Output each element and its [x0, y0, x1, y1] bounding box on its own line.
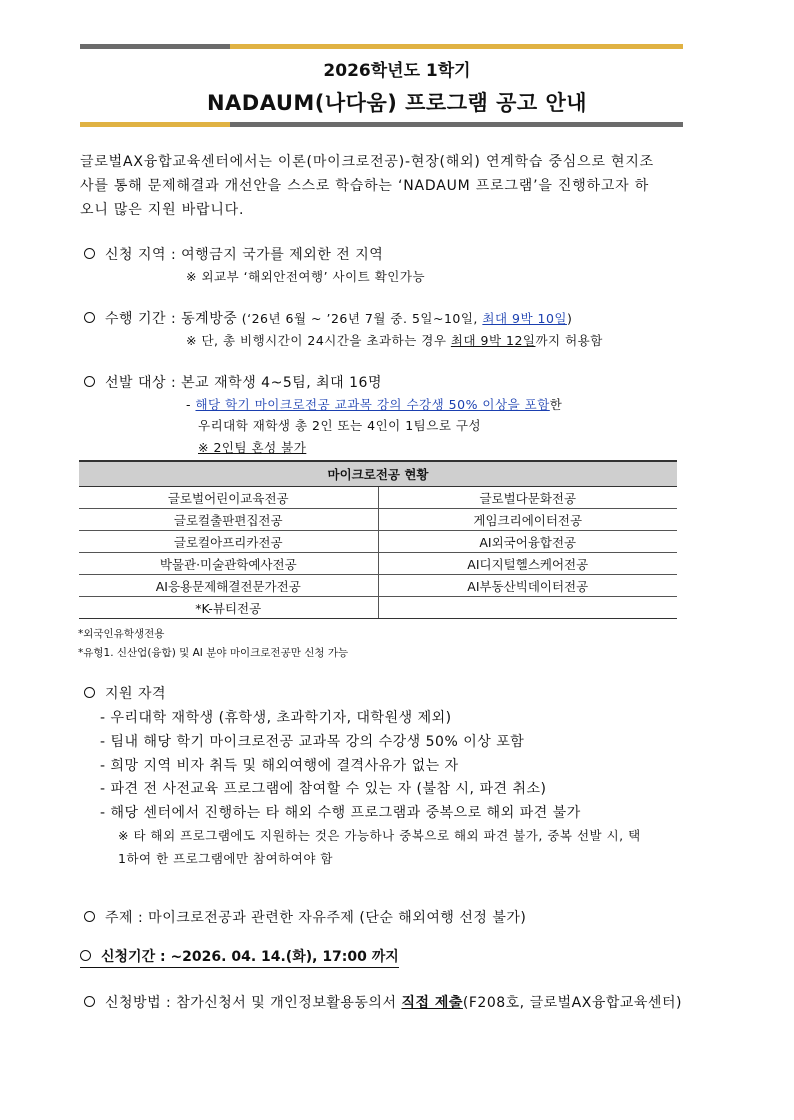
table-cell: 박물관·미술관학예사전공 [79, 553, 378, 575]
eligibility-line: - 파견 전 사전교육 프로그램에 참여할 수 있는 자 (불참 시, 파견 취소) [100, 781, 547, 797]
topic-item [84, 907, 526, 927]
period-note-tail: 까지 허용함 [535, 333, 603, 348]
eligibility-line: - 우리대학 재학생 (휴학생, 초과학기자, 대학원생 제외) [100, 710, 452, 726]
table-row [79, 531, 677, 553]
eligibility-note: 1하여 한 프로그램에만 참여하여야 함 [118, 851, 333, 866]
header-bar-gray-bottom [230, 122, 683, 127]
table-cell [378, 597, 677, 619]
table-row [79, 597, 677, 619]
circle-bullet-icon [80, 950, 91, 961]
target-dash: - [186, 397, 196, 412]
period-note [186, 331, 603, 349]
intro-line: 사를 통해 문제해결과 개선안을 스스로 학습하는 ‘NADAUM 프로그램’을 진행하고자 하 [80, 178, 650, 194]
period-detail: (‘26년 6월 ~ ’26년 7월 중. 5일~10일, [237, 311, 483, 326]
eligibility-item [84, 683, 166, 703]
region-label: 신청 지역 : 여행금지 국가를 제외한 전 지역 [105, 247, 384, 263]
table-cell: 글로컬아프리카전공 [79, 531, 378, 553]
circle-bullet-icon [84, 687, 95, 698]
eligibility-line: - 희망 지역 비자 취득 및 해외여행에 결격사유가 없는 자 [100, 758, 459, 774]
method-location: (F208호, 글로벌AX융합교육센터) [462, 995, 682, 1011]
period-max-link[interactable]: 최대 9박 10일 [482, 311, 567, 326]
eligibility-title: 지원 자격 [105, 686, 167, 702]
target-label: 선발 대상 : 본교 재학생 4~5팀, 최대 16명 [105, 375, 382, 391]
deadline-item [80, 946, 399, 968]
microdegree-table [79, 460, 677, 619]
table-cell: AI부동산빅데이터전공 [378, 575, 677, 597]
eligibility-line: - 팀내 해당 학기 마이크로전공 교과목 강의 수강생 50% 이상 포함 [100, 734, 525, 750]
circle-bullet-icon [84, 376, 95, 387]
circle-bullet-icon [84, 911, 95, 922]
page-title: NADAUM(나다움) 프로그램 공고 안내 [206, 91, 588, 115]
header-bar-gold-bottom [80, 122, 230, 127]
target-sub3: ※ 2인팀 혼성 불가 [198, 440, 307, 455]
method-label: 신청방법 : 참가신청서 및 개인정보활용동의서 [105, 995, 402, 1011]
table-cell: *K-뷰티전공 [79, 597, 378, 619]
target-sub1 [186, 395, 562, 413]
intro-line: 오니 많은 지원 바랍니다. [80, 202, 245, 218]
eligibility-line: - 해당 센터에서 진행하는 타 해외 수행 프로그램과 중복으로 해외 파견 불가 [100, 805, 581, 821]
period-item [84, 308, 572, 328]
topic-label: 주제 : 마이크로전공과 관련한 자유주제 (단순 해외여행 선정 불가) [105, 910, 527, 926]
table-cell: 게임크리에이터전공 [378, 509, 677, 531]
method-submit: 직접 제출 [401, 995, 463, 1011]
target-sub1-tail: 한 [549, 397, 563, 412]
table-row [79, 575, 677, 597]
table-row [79, 509, 677, 531]
footnote: *외국인유학생전용 [78, 628, 165, 640]
period-label: 수행 기간 : 동계방중 [105, 311, 238, 327]
intro-line: 글로벌AX융합교육센터에서는 이론(마이크로전공)-현장(해외) 연계학습 중심으로 현지조 [80, 154, 655, 170]
table-cell: 글로벌다문화전공 [378, 487, 677, 509]
eligibility-note: ※ 타 해외 프로그램에도 지원하는 것은 가능하나 중복으로 해외 파견 불가, 중복 선발 시, 택 [118, 828, 641, 843]
target-sub2: 우리대학 재학생 총 2인 또는 4인이 1팀으로 구성 [198, 418, 482, 433]
deadline-label: 신청기간 : ~2026. 04. 14.(화), 17:00 까지 [101, 949, 399, 965]
period-note-text: ※ 단, 총 비행시간이 24시간을 초과하는 경우 [186, 333, 451, 348]
table-cell: AI응용문제해결전문가전공 [79, 575, 378, 597]
table-cell: AI디지털헬스케어전공 [378, 553, 677, 575]
period-note-max: 최대 9박 12일 [450, 333, 536, 348]
table-cell: AI외국어융합전공 [378, 531, 677, 553]
region-item [84, 244, 383, 264]
circle-bullet-icon [84, 996, 95, 1007]
footnote: *유형1. 신산업(융합) 및 AI 분야 마이크로전공만 신청 가능 [78, 647, 349, 659]
circle-bullet-icon [84, 312, 95, 323]
period-detail-close: ) [566, 311, 573, 326]
table-header: 마이크로전공 현황 [79, 461, 677, 487]
intro-paragraph [80, 150, 690, 222]
table-row [79, 487, 677, 509]
target-requirement-link[interactable]: 해당 학기 마이크로전공 교과목 강의 수강생 50% 이상을 포함 [195, 397, 550, 412]
header-bar-gray-top [80, 44, 230, 49]
circle-bullet-icon [84, 248, 95, 259]
table-cell: 글로벌어린이교육전공 [79, 487, 378, 509]
page-subtitle: 2026학년도 1학기 [323, 61, 471, 81]
target-item [84, 372, 382, 392]
region-note: ※ 외교부 ‘해외안전여행’ 사이트 확인가능 [186, 269, 426, 284]
table-cell: 글로컬출판편집전공 [79, 509, 378, 531]
method-item [84, 992, 682, 1012]
table-row [79, 553, 677, 575]
header-bar-gold-top [230, 44, 683, 49]
